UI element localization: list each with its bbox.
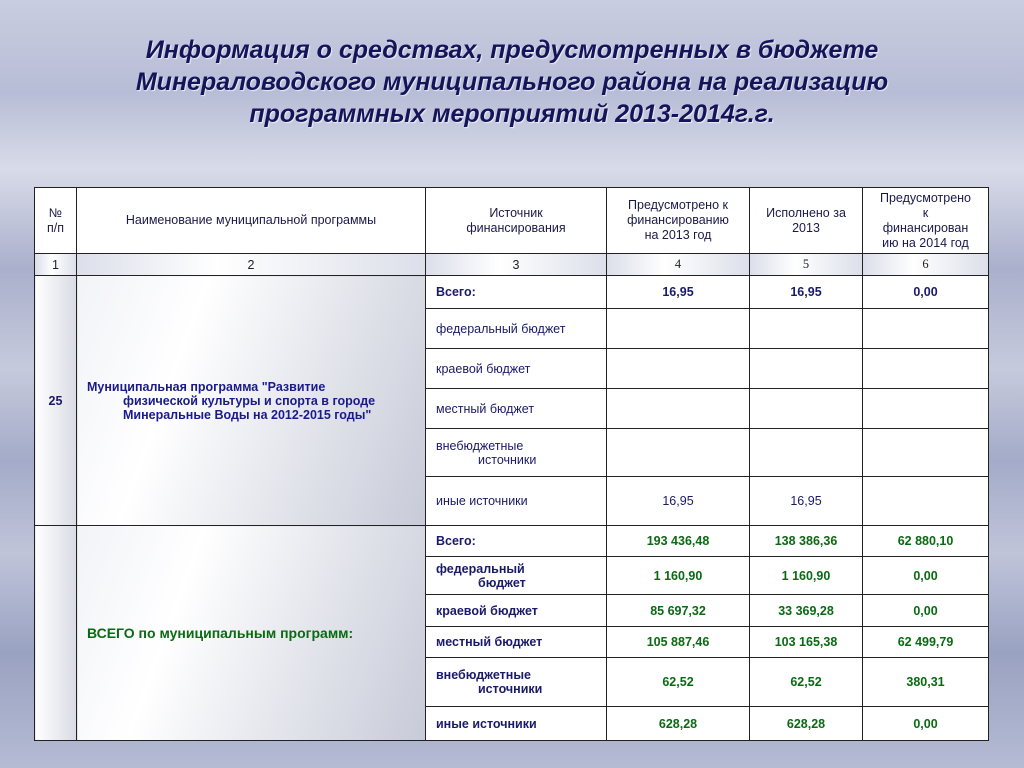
value-cell: 103 165,38 <box>750 627 863 658</box>
budget-table <box>34 187 989 741</box>
value-cell: 62 499,79 <box>863 627 989 658</box>
header-number: № п/п <box>35 188 77 254</box>
value-cell: 1 160,90 <box>750 557 863 595</box>
table-row <box>35 526 989 557</box>
value-cell: 33 369,28 <box>750 595 863 627</box>
source-cell: краевой бюджет <box>426 595 607 627</box>
value-cell: 138 386,36 <box>750 526 863 557</box>
value-cell: 105 887,46 <box>607 627 750 658</box>
total-number-cell <box>35 526 77 741</box>
value-cell <box>750 429 863 477</box>
value-cell <box>750 309 863 349</box>
value-cell: 628,28 <box>607 707 750 741</box>
header-done-2013: Исполнено за 2013 <box>750 188 863 254</box>
value-cell: 1 160,90 <box>607 557 750 595</box>
source-cell: иные источники <box>426 477 607 526</box>
header-program-name: Наименование муниципальной программы <box>77 188 426 254</box>
source-cell: Всего: <box>426 526 607 557</box>
value-cell: 16,95 <box>607 276 750 309</box>
value-cell <box>607 349 750 389</box>
value-cell: 0,00 <box>863 557 989 595</box>
value-cell: 0,00 <box>863 595 989 627</box>
source-cell: местный бюджет <box>426 389 607 429</box>
total-label: ВСЕГО по муниципальным программ: <box>77 526 426 741</box>
source-cell: Всего: <box>426 276 607 309</box>
page-title <box>40 34 984 130</box>
source-cell: федеральный бюджет <box>426 557 607 595</box>
value-cell: 16,95 <box>750 276 863 309</box>
index-cell: 2 <box>77 254 426 276</box>
value-cell: 62,52 <box>750 658 863 707</box>
header-row <box>35 188 989 254</box>
source-cell: федеральный бюджет <box>426 309 607 349</box>
source-cell: иные источники <box>426 707 607 741</box>
title-line-2: Минераловодского муниципального района на реализацию <box>135 68 889 96</box>
index-cell: 6 <box>863 254 989 276</box>
source-cell: краевой бюджет <box>426 349 607 389</box>
value-cell <box>607 389 750 429</box>
value-cell: 16,95 <box>750 477 863 526</box>
value-cell: 628,28 <box>750 707 863 741</box>
index-cell: 5 <box>750 254 863 276</box>
source-cell: внебюджетные источники <box>426 658 607 707</box>
value-cell: 16,95 <box>607 477 750 526</box>
header-plan-2013: Предусмотрено к финансированию на 2013 год <box>607 188 750 254</box>
value-cell: 380,31 <box>863 658 989 707</box>
index-cell: 3 <box>426 254 607 276</box>
title-line-1: Информация о средствах, предусмотренных в бюджете <box>145 36 879 64</box>
title-line-3: программных мероприятий 2013-2014г.г. <box>249 100 775 128</box>
index-cell: 4 <box>607 254 750 276</box>
value-cell <box>863 429 989 477</box>
value-cell: 62 880,10 <box>863 526 989 557</box>
value-cell <box>863 477 989 526</box>
value-cell <box>750 389 863 429</box>
value-cell: 0,00 <box>863 276 989 309</box>
program-number: 25 <box>35 276 77 526</box>
program-name: Муниципальная программа "Развитие физической культуры и спорта в городе Минеральные Воды на 2012-2015 годы" <box>77 276 426 526</box>
table-row <box>35 276 989 309</box>
index-row <box>35 254 989 276</box>
value-cell: 193 436,48 <box>607 526 750 557</box>
source-cell: внебюджетные источники <box>426 429 607 477</box>
value-cell <box>750 349 863 389</box>
index-cell: 1 <box>35 254 77 276</box>
value-cell: 62,52 <box>607 658 750 707</box>
value-cell: 85 697,32 <box>607 595 750 627</box>
value-cell <box>863 389 989 429</box>
header-plan-2014: Предусмотрено к финансирован ию на 2014 год <box>863 188 989 254</box>
value-cell <box>607 309 750 349</box>
value-cell <box>863 349 989 389</box>
value-cell: 0,00 <box>863 707 989 741</box>
value-cell <box>607 429 750 477</box>
header-source: Источник финансирования <box>426 188 607 254</box>
source-cell: местный бюджет <box>426 627 607 658</box>
value-cell <box>863 309 989 349</box>
